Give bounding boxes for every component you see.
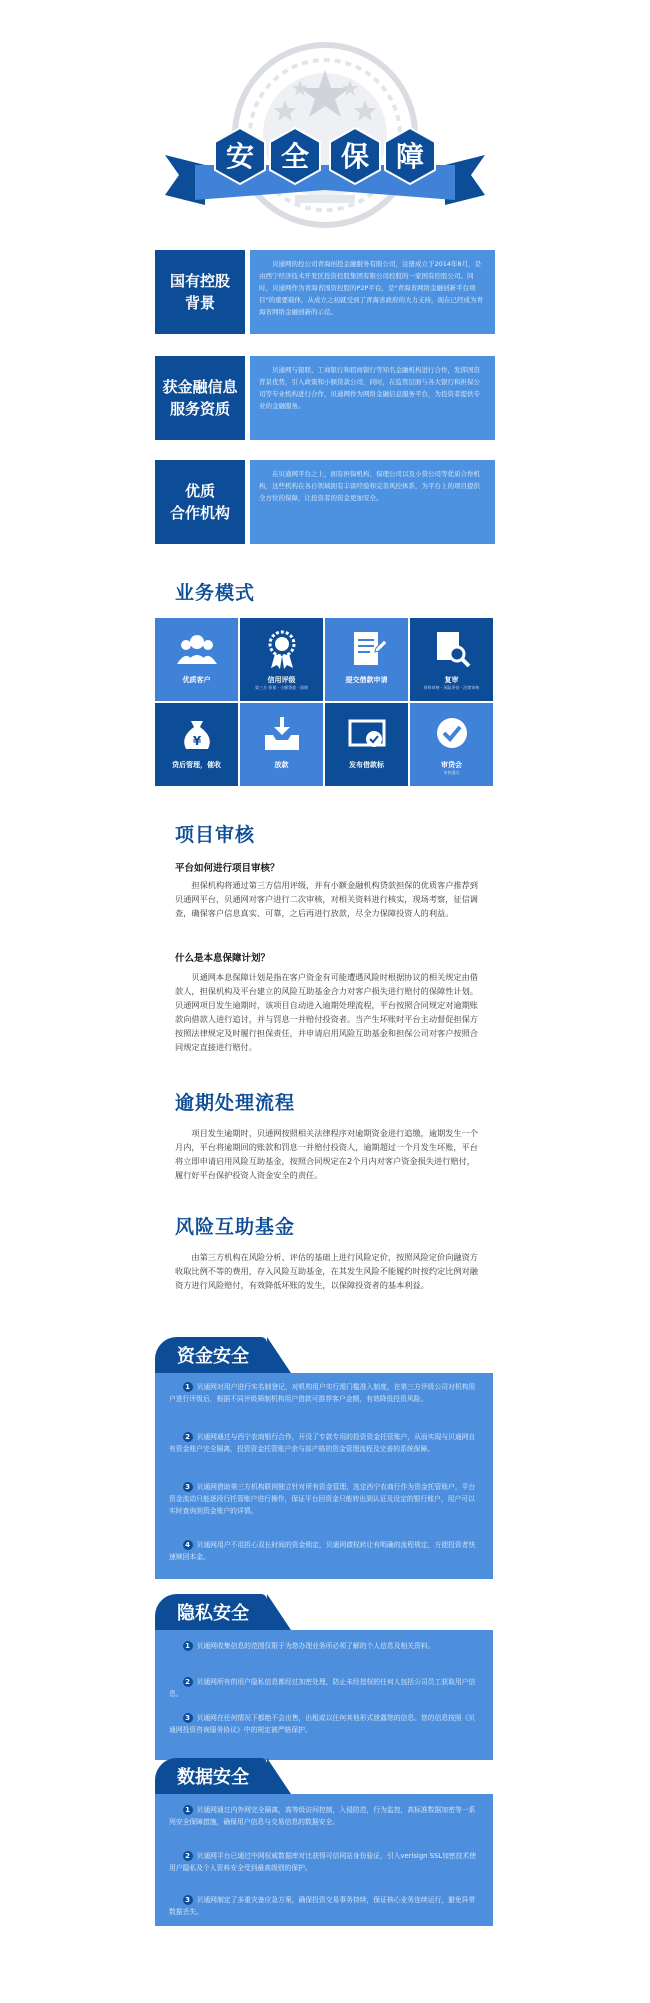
tile-label: 提交借款申请	[345, 676, 388, 684]
item-text: 贝通网通过与西宁农商银行合作，开设了专款专用的投资资金托管账户，从而实现与贝通网自有资金账户完全隔离，投资资金托管账户余与部产格的资金管理流程及完善的系统保障。	[169, 1433, 476, 1453]
hero-banner	[0, 0, 650, 240]
privacy-item-2	[169, 1676, 479, 1700]
info-row-text: 贝通网的控公司青海创投金融服务有限公司，注册成立于2014年8月，是由西宁经济技术开发区投资控股集团有限公司控股的一家国有控股公司。同时，贝通网作为青海省国资控股的P2P平台，是"青海省网络金融创新平台项目"的重要载体，从成立之初就受到了青海省政府的大力支持，现在已经成为青海省网络金融创新的示范。	[250, 250, 495, 334]
item-number: 2	[183, 1677, 193, 1687]
info-row-title: 国有控股 背景	[155, 250, 245, 334]
fund-title: 风险互助基金	[175, 1216, 296, 1238]
privacy-item-3	[169, 1712, 479, 1736]
answer-1: 担保机构将通过第三方信用评级，并有小额金融机构贷款担保的优质客户推荐到贝通网平台，贝通网对客户进行二次审核，对相关资料进行核实，现场考察，征信调查，确保客户信息真实、可靠，之后再进行放款，尽全力保障投资人的利益。	[175, 880, 478, 918]
info-row-text: 贝通网与银联、工商银行和招商银行等知名金融机构进行合作，发挥国资背景优势，引入政策和小额贷款公司，同时，在监管层面与各大银行和担保公司等专业机构进行合作，贝通网作为网络金融信息服务平台，为投资者提供专业的金融服务。	[250, 356, 495, 440]
data-safety-panel	[155, 1794, 493, 1926]
item-text: 贝通网制定了多重灾备应急方案，确保投资交易事务持续，保证核心业务连续运行，避免异常数据丢失。	[169, 1896, 476, 1916]
capital-item-2	[169, 1431, 479, 1455]
item-text: 贝通网在任何情况下都绝不会出售，出租或以任何其他形式泄露您的信息。您的信息按照《贝通网投资咨询服务协议》中的规定被严格保护。	[169, 1714, 476, 1734]
document-icon	[346, 628, 388, 670]
hero-char-4: 障	[395, 140, 425, 173]
item-number: 2	[183, 1432, 193, 1442]
tile-review	[410, 618, 493, 701]
hero-char-2: 全	[280, 140, 310, 173]
overdue-text: 项目发生逾期时，贝通网按照相关法律程序对逾期资金进行追缴，逾期发生一个月内，平台将逾期回的账款和罚息一并赔付投资人，逾期超过一个月发生坏账，平台将立即申请启用风险互助基金，按照合同规定在2个月内对客户资金损失进行赔付，履行好平台保护投资人资金安全的责任。	[175, 1128, 478, 1180]
info-row-title: 优质 合作机构	[155, 460, 245, 544]
item-number: 2	[183, 1851, 193, 1861]
moneybag-icon	[176, 713, 218, 755]
business-title: 业务模式	[175, 582, 256, 604]
tile-post-loan	[155, 703, 238, 786]
privacy-item-1	[169, 1640, 479, 1652]
info-row-title: 获金融信息 服务资质	[155, 356, 245, 440]
fund-text: 由第三方机构在风险分析、评估的基础上进行风险定价，按照风险定价向融资方收取比例不等的费用，存入风险互助基金，在其发生风险不能履约时按约定比例对融资方进行风险赔付，有效降低坏账的发生，以保障投资者的基本利益。	[175, 1252, 478, 1290]
item-text: 贝通网对用户进行实名制登记，对机构用户实行需门槛准入制度，在第三方评级公司对机构用户进行评级后，根据不同评级筛制机构用户借款可推荐客户金额，有效降低投资风险。	[169, 1383, 476, 1403]
hero-char-1: 安	[225, 140, 255, 173]
data-safety-tab: 数据安全	[155, 1758, 267, 1794]
monitor-check-icon	[346, 713, 388, 755]
hero-char-3: 保	[340, 140, 370, 173]
info-row-qualification	[155, 356, 495, 440]
capital-item-3	[169, 1481, 479, 1517]
tile-credit-rating	[240, 618, 323, 701]
data-item-1	[169, 1804, 479, 1828]
tile-label: 复审	[444, 676, 459, 684]
tile-loan-apply	[325, 618, 408, 701]
item-number: 1	[183, 1641, 193, 1651]
tile-disburse	[240, 703, 323, 786]
data-item-3	[169, 1894, 479, 1918]
tile-label: 信用评级	[267, 676, 296, 684]
item-text: 贝通网用户不用担心双长时间的资金锁定，贝通网债权转让有明确的流程规定，方便投资者快速赎回本金。	[169, 1541, 476, 1561]
tile-label: 放款	[274, 761, 289, 769]
item-number: 1	[183, 1805, 193, 1815]
privacy-safety-panel	[155, 1630, 493, 1760]
item-text: 贝通网通过内外网完全隔离，高等级访问控制，入侵防范，行为监控，高标准数据加密等一系列安全保障措施，确保用户信息与交易信息的数据安全。	[169, 1806, 476, 1826]
item-number: 3	[183, 1895, 193, 1905]
item-text: 贝通网所有的用户隐私信息都经过加密处理，防止未经授权的任何人包括公司员工获取用户信息。	[169, 1678, 476, 1698]
data-item-2	[169, 1850, 479, 1874]
info-row-state-owned	[155, 250, 495, 334]
medal-icon	[261, 628, 303, 670]
project-review-title: 项目审核	[175, 824, 256, 846]
item-text: 贝通网借助第三方机构联网独立针对所有资金管理，选定西宁农商行作为资金托管账户，平台资金流动只能逐段行托管账户进行操作，保证平台回资金只能转出到认证及设定的银行账户，用户可以实时查询到资金账户的详情。	[169, 1483, 476, 1515]
item-number: 1	[183, 1382, 193, 1392]
tile-label: 审贷会	[441, 761, 462, 769]
search-icon	[431, 628, 473, 670]
capital-item-1	[169, 1381, 479, 1405]
answer-2: 贝通网本息保障计划是指在客户资金有可能遭遇风险时根据协议的相关规定由借款人，担保机构及平台建立的风险互助基金合力对客户损失进行赔付的保障性计划。贝通网项目发生逾期时，该项目自动进入逾期处理流程，平台按照合同规定对逾期账款向借款人进行追讨，并与罚息一并赔付投资者。当产生坏账时平台主动督促担保方按照法律规定及时履行担保责任，并申请启用风险互助基金和担保公司对客户按照合同规定直接进行赔付。	[175, 972, 478, 1052]
tile-sub: 资料审核 · 风险评估 · 法律审核	[423, 685, 480, 690]
capital-safety-panel	[155, 1373, 493, 1579]
tile-label: 发布借款标	[349, 761, 384, 769]
item-text: 贝通网收集信息的范围仅限于为您办理业务所必须了解的个人信息及相关资料。	[196, 1642, 435, 1650]
capital-safety-tab: 资金安全	[155, 1337, 267, 1373]
tile-publish	[325, 703, 408, 786]
question-1: 平台如何进行项目审核？	[175, 863, 280, 874]
svg-text:¥: ¥	[192, 734, 201, 748]
info-row-text: 在贝通网平台之上，拥有担保机构、保理公司以及小贷公司等优质合作机构，这些机构在各自领域拥有丰富经验和完善风控体系，为平台上的项目提供全方位的保障，让投资者的资金更加安全。	[250, 460, 495, 544]
question-2: 什么是本息保障计划？	[175, 953, 271, 964]
capital-item-4	[169, 1539, 479, 1563]
tile-sub: 审核通过	[443, 770, 460, 775]
tile-quality-customer	[155, 618, 238, 701]
tile-committee	[410, 703, 493, 786]
check-icon	[431, 713, 473, 755]
title-ribbon	[165, 120, 485, 215]
tile-sub: 第三方 担保 · 小额贷款 · 保理	[255, 685, 308, 690]
inbox-icon	[261, 713, 303, 755]
item-number: 3	[183, 1713, 193, 1723]
item-number: 4	[183, 1540, 193, 1550]
tile-label: 优质客户	[182, 676, 211, 684]
item-number: 3	[183, 1482, 193, 1492]
info-row-partners	[155, 460, 495, 544]
business-grid	[155, 618, 493, 786]
users-icon	[176, 628, 218, 670]
tile-label: 贷后管理，催收	[172, 761, 221, 769]
overdue-title: 逾期处理流程	[175, 1092, 296, 1114]
item-text: 贝通网平台已通过中网权威数据库对比获得可信网站身份验证，引入verisign SSL加密技术使用户隐私及个人资料安全受到最高级别的保护。	[169, 1852, 476, 1872]
privacy-safety-tab: 隐私安全	[155, 1594, 267, 1630]
